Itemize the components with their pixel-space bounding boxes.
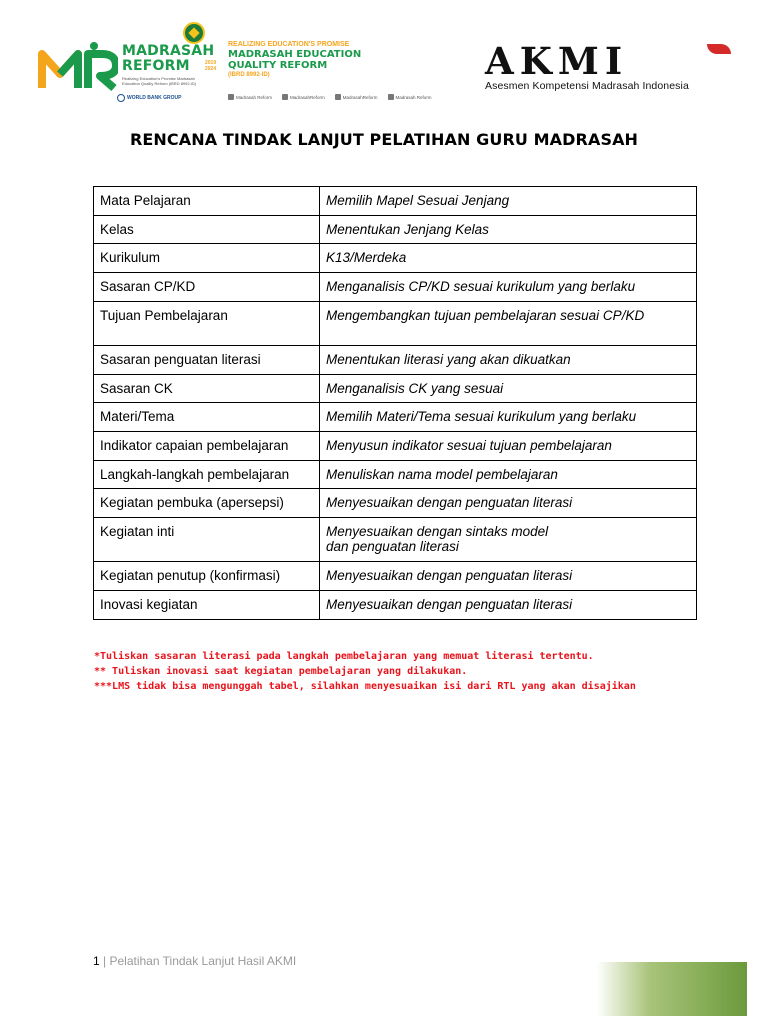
row-label: Tujuan Pembelajaran [94,302,320,346]
madrasah-reform-wordmark: MADRASAH REFORM 2019 2024 Realizing Education's Promise Madrasah Education Quality Reform (IBRD 8992-ID) [122,43,217,86]
page-header [0,0,768,115]
page-number: 1 [93,954,100,968]
facebook-icon [228,94,234,100]
kemenag-emblem-icon [183,22,205,44]
footnotes [94,649,636,694]
row-value: Menuliskan nama model pembelajaran [320,461,697,489]
row-value: Menyesuaikan dengan penguatan literasi [320,489,697,518]
social-links [228,94,432,100]
row-label: Sasaran CP/KD [94,273,320,302]
row-value: Memilih Mapel Sesuai Jenjang [320,187,697,216]
social-facebook: Madrasah Reform [228,94,272,100]
akmi-logo: AKMI Asesmen Kompetensi Madrasah Indonesia [485,42,750,92]
social-instagram: MadrasahReform [335,94,378,100]
instagram-icon [335,94,341,100]
madrasah-reform-logo [38,40,118,92]
table-row [94,244,697,273]
meqr-logo: REALIZING EDUCATION'S PROMISE MADRASAH EDUCATION QUALITY REFORM (IBRD 8992-ID) [228,41,362,78]
table-row [94,403,697,432]
row-label: Sasaran CK [94,375,320,403]
table-row [94,216,697,244]
row-value: Menganalisis CP/KD sesuai kurikulum yang berlaku [320,273,697,302]
table-row [94,562,697,591]
row-label: Materi/Tema [94,403,320,432]
row-value: Menyusun indikator sesuai tujuan pembelajaran [320,432,697,461]
table-row [94,518,697,562]
table-row [94,346,697,375]
social-youtube: Madrasah Reform [388,94,432,100]
youtube-icon [388,94,394,100]
row-value: K13/Merdeka [320,244,697,273]
row-value: Menganalisis CK yang sesuai [320,375,697,403]
row-value: Menentukan literasi yang akan dikuatkan [320,346,697,375]
row-label: Kegiatan pembuka (apersepsi) [94,489,320,518]
row-value: Menyesuaikan dengan penguatan literasi [320,562,697,591]
table-row [94,273,697,302]
social-twitter: MadrasahReform [282,94,325,100]
row-value: Memilih Materi/Tema sesuai kurikulum yang berlaku [320,403,697,432]
table-row [94,461,697,489]
row-label: Mata Pelajaran [94,187,320,216]
footer-text: Pelatihan Tindak Lanjut Hasil AKMI [109,954,297,968]
page-footer: 1 | Pelatihan Tindak Lanjut Hasil AKMI [93,954,297,968]
row-label: Kurikulum [94,244,320,273]
table-row [94,302,697,346]
row-label: Kegiatan penutup (konfirmasi) [94,562,320,591]
document-title: RENCANA TINDAK LANJUT PELATIHAN GURU MADRASAH [129,130,639,149]
world-bank-logo: WORLD BANK GROUP [117,94,181,102]
table-row [94,489,697,518]
row-value: Menyesuaikan dengan sintaks model dan penguatan literasi [320,518,697,562]
footnote: ** Tuliskan inovasi saat kegiatan pembelajaran yang dilakukan. [94,666,468,677]
rtl-table [93,186,697,620]
row-label: Indikator capaian pembelajaran [94,432,320,461]
footnote: *Tuliskan sasaran literasi pada langkah pembelajaran yang memuat literasi tertentu. [94,651,594,662]
table-row [94,187,697,216]
row-label: Inovasi kegiatan [94,591,320,620]
table-row [94,432,697,461]
row-label: Langkah-langkah pembelajaran [94,461,320,489]
globe-icon [117,94,125,102]
twitter-icon [282,94,288,100]
row-label: Kegiatan inti [94,518,320,562]
row-value: Mengembangkan tujuan pembelajaran sesuai CP/KD [320,302,697,346]
footnote: ***LMS tidak bisa mengunggah tabel, silahkan menyesuaikan isi dari RTL yang akan disajikan [94,681,636,692]
row-label: Sasaran penguatan literasi [94,346,320,375]
row-value: Menyesuaikan dengan penguatan literasi [320,591,697,620]
table-row [94,375,697,403]
footer-decoration [597,962,747,1016]
row-value: Menentukan Jenjang Kelas [320,216,697,244]
table-row [94,591,697,620]
row-label: Kelas [94,216,320,244]
